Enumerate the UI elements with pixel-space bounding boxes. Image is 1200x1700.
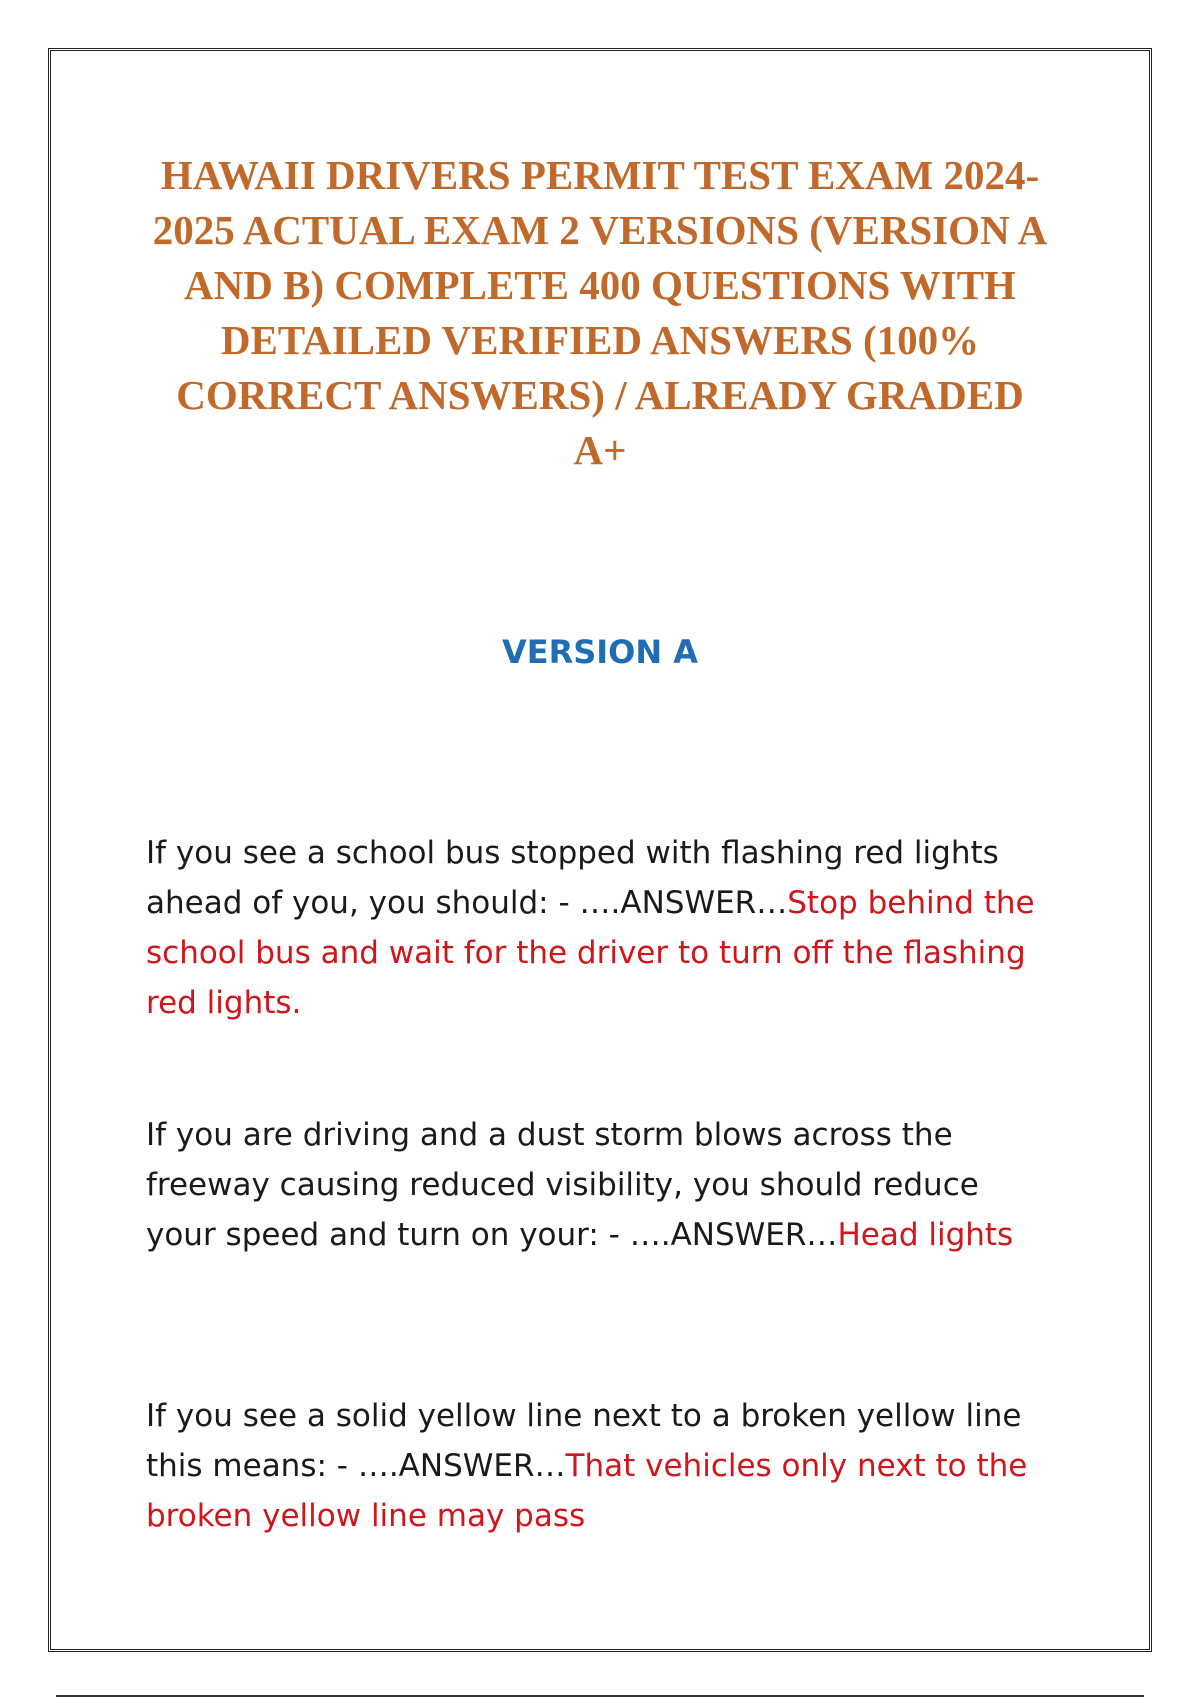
- answer-text: Stop behind the school bus and wait for the driver to turn off the flashing red lights.: [146, 885, 1035, 1021]
- answer-text: Head lights: [837, 1217, 1014, 1253]
- bottom-rule: [56, 1695, 1144, 1697]
- document-title: HAWAII DRIVERS PERMIT TEST EXAM 2024-2025 ACTUAL EXAM 2 VERSIONS (VERSION A AND B) COMPLETE 400 QUESTIONS WITH DETAILED VERIFIED ANSWERS (100% CORRECT ANSWERS) / ALREADY GRADED A+: [152, 152, 1048, 473]
- question-item: [146, 828, 1056, 1028]
- version-heading: VERSION A: [501, 633, 699, 671]
- answer-marker: ….ANSWER…: [357, 1448, 566, 1484]
- question-item: [146, 1110, 1056, 1260]
- answer-marker: ….ANSWER…: [579, 885, 788, 921]
- question-text: If you are driving and a dust storm blows across the freeway causing reduced visibility, you should reduce your speed and turn on your: -: [146, 1117, 979, 1253]
- question-text: If you see a solid yellow line next to a broken yellow line this means: -: [146, 1398, 1022, 1484]
- answer-text: That vehicles only next to the broken yellow line may pass: [146, 1448, 1028, 1534]
- question-text: If you see a school bus stopped with flashing red lights ahead of you, you should: -: [146, 835, 999, 921]
- question-item: [146, 1391, 1056, 1541]
- answer-marker: ….ANSWER…: [629, 1217, 838, 1253]
